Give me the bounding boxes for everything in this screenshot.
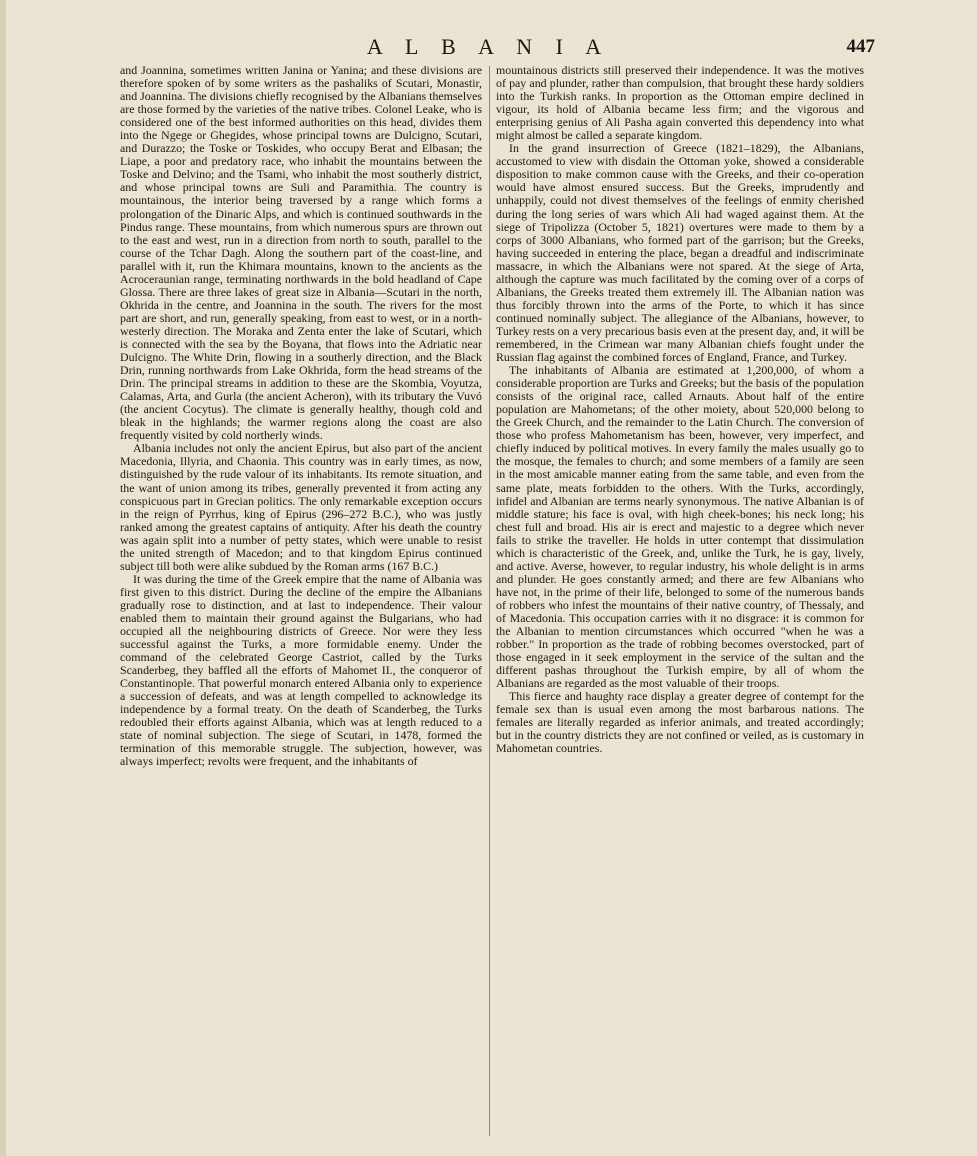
page-edge (0, 0, 6, 1156)
paragraph: It was during the time of the Greek empire that the name of Albania was first given to this district. During the decline of the empire the Albanians gradually rose to distinction, and at last to independence. Their valour enabled them to maintain their ground against the Bulgarians, who had occupied all the neighbouring districts of Greece. Nor were they less successful against the Turks, a more formidable enemy. Under the command of the celebrated George Castriot, called by the Turks Scanderbeg, they baffled all the efforts of Mahomet II., the conqueror of Constantinople. That powerful monarch entered Albania only to experience a succession of defeats, and was at length compelled to acknowledge its independence by a formal treaty. On the death of Scanderbeg, the Turks redoubled their efforts against Albania, which was at length reduced to a state of nominal subjection. The siege of Scutari, in 1478, formed the termination of this memorable struggle. The subjection, however, was always imperfect; revolts were frequent, and the inhabitants of (120, 571, 482, 769)
paragraph: The inhabitants of Albania are estimated at 1,200,000, of whom a considerable proportion are Turks and Greeks; but the basis of the population consists of the original race, called Arnauts. About half of the entire population are Mahometans; of the other moiety, about 520,000 belong to the Greek Church, and the remainder to the Latin Church. The conversion of those who profess Mahometanism has been, however, very imperfect, and chiefly induced by political motives. In every family the males usually go to the mosque, the females to church; and some members of a family are seen in the most amicable manner eating from the same table, and even from the same plate, meats forbidden to the others. With the Turks, accordingly, infidel and Albanian are terms nearly synonymous. The native Albanian is of middle stature; his face is oval, with high cheek-bones; his neck long; his chest full and broad. His air is erect and majestic to a degree which never fails to strike the traveller. He holds in utter contempt that dissimulation which is characteristic of the Greek, and, unlike the Turk, he is gay, lively, and active. Averse, however, to regular industry, his whole delight is in arms and plunder. He goes constantly armed; and there are few Albanians who have not, in the prime of their life, belonged to some of the numerous bands of robbers who infest the mountains of their native country, of Thessaly, and of Macedonia. This occupation carries with it no disgrace: it is common for the Albanian to mention circumstances which occurred "when he was a robber." In proportion as the trade of robbing becomes overstocked, part of those engaged in it seek employment in the service of the sultan and the different pashas throughout the Turkish empire, by all of whom the Albanians are regarded as the most valuable of their troops. (496, 363, 864, 691)
paragraph: In the grand insurrection of Greece (1821–1829), the Albanians, accustomed to view with disdain the Ottoman yoke, showed a considerable disposition to make common cause with the Greeks, and their co-operation would have almost ensured success. But the Greeks, imprudently and unhappily, could not divest themselves of the feelings of enmity cherished during the long series of wars which Ali had waged against them. At the siege of Tripolizza (October 5, 1821) overtures were made to them by a corps of 3000 Albanians, who formed part of the garrison; but the Greeks, having succeeded in entering the place, began a dreadful and indiscriminate massacre, in which the Albanians were not spared. At the siege of Arta, although the capture was much facilitated by the coming over of a corps of Albanians, the Greeks treated them extremely ill. The Albanian nation was thus forcibly thrown into the arms of the Porte, to which it has since continued nominally subject. The allegiance of the Albanians, however, to Turkey rests on a very precarious basis even at the present day, and, it will be remembered, in the Crimean war many Albanian chiefs fought under the Russian flag against the combined forces of England, France, and Turkey. (496, 141, 864, 365)
paragraph: This fierce and haughty race display a greater degree of contempt for the female sex than is usual even among the most barbarous nations. The females are literally regarded as inferior animals, and treated accordingly; but in the country districts they are not confined or veiled, as is customary in Mahometan countries. (496, 689, 864, 756)
column-divider (489, 66, 490, 1136)
paragraph: mountainous districts still preserved their independence. It was the motives of pay and plunder, rather than compulsion, that brought these hardy soldiers into the Turkish ranks. In proportion as the Ottoman empire declined in vigour, its hold of Albania became less firm; and the vigorous and enterprising genius of Ali Pasha again converted this dependency into what might almost be called a separate kingdom. (496, 64, 864, 143)
paragraph: Albania includes not only the ancient Epirus, but also part of the ancient Macedonia, Illyria, and Chaonia. This country was in early times, as now, distinguished by the rude valour of its inhabitants. Its remote situation, and the want of union among its tribes, generally prevented it from acting any conspicuous part in Grecian politics. The only remarkable exception occurs in the reign of Pyrrhus, king of Epirus (296–272 B.C.), who was justly ranked among the greatest captains of antiquity. After his death the country was again split into a number of petty states, which were unable to resist the united strength of Macedon; and to that kingdom Epirus continued subject till both were alike subdued by the Roman arms (167 B.C.) (120, 441, 482, 573)
page-number: 447 (846, 36, 875, 57)
right-text-column (496, 64, 864, 1149)
running-header-title: A L B A N I A (366, 34, 611, 59)
paragraph: and Joannina, sometimes written Janina or Yanina; and these divisions are therefore spoken of by some writers as the pashaliks of Scutari, Monastir, and Joannina. The divisions chiefly recognised by the Albanians themselves are those formed by the varieties of the native tribes. Colonel Leake, who is considered one of the best informed authorities on this head, divides them into the Ngege or Ghegides, whose principal towns are Dulcigno, Scutari, and Durazzo; the Toske or Toskides, who occupy Berat and Elbasan; the Liape, a poor and predatory race, who inhabit the mountains between the Toske and Delvino; and the Tsami, who inhabit the most southerly district, and whose principal towns are Suli and Paramithia. The country is mountainous, the interior being traversed by a range which forms a prolongation of the Dinaric Alps, and which is continued southwards in the Pindus range. These mountains, from which numerous spurs are thrown out to the east and west, run in a direction from north to south, parallel to the course of the Tchar Dagh. Along the southern part of the coast-line, and parallel with it, run the Khimara mountains, known to the ancients as the Acroceraunian range, terminating northwards in the bold headland of Cape Glossa. There are three lakes of great size in Albania—Scutari in the north, Okhrida in the centre, and Joannina in the south. The rivers for the most part are short, and run, generally speaking, from east to west, or in a north-westerly direction. The Moraka and Zenta enter the lake of Scutari, which is connected with the sea by the Boyana, that flows into the Adriatic near Dulcigno. The White Drin, flowing in a southerly direction, and the Black Drin, running northwards from Lake Okhrida, form the head streams of the Drin. The principal streams in addition to these are the Skombia, Voyutza, Calamas, Arta, and Gurla (the ancient Acheron), with its tributary the Vuvó (the ancient Cocytus). The climate is generally healthy, though cold and bleak in the highlands; the warmer regions along the coast are also frequently visited by cold northerly winds. (120, 64, 482, 443)
left-text-column (120, 64, 482, 1149)
